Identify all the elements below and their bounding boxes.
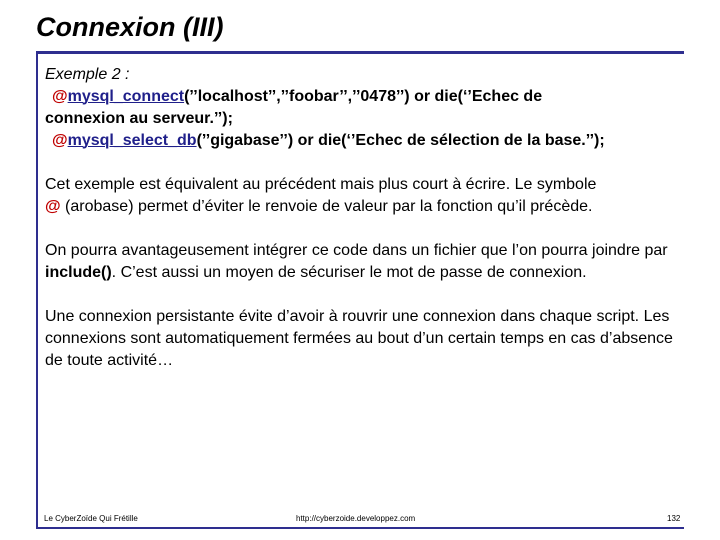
code-line-connect	[45, 86, 677, 108]
at-symbol: @	[52, 88, 68, 105]
include-keyword: include()	[45, 264, 112, 281]
paragraph-include-text-a: On pourra avantageusement intégrer ce code dans un fichier que l’on pourra joindre par	[45, 242, 668, 259]
function-name-connect: mysql_connect	[67, 88, 185, 105]
content-left-border	[36, 54, 38, 529]
example-label: Exemple 2 :	[45, 66, 130, 83]
at-symbol: @	[52, 132, 68, 149]
code-args-connect: (’’localhost’’,’’foobar’’,’’0478’’) or die(‘’Echec de	[184, 88, 543, 105]
footer-url: http://cyberzoide.developpez.com	[296, 514, 416, 523]
paragraph-include-text-b: . C’est aussi un moyen de sécuriser le mot de passe de connexion.	[111, 264, 587, 281]
slide-content	[45, 64, 677, 372]
paragraph-include	[45, 240, 677, 284]
footer-author: Le CyberZoïde Qui Frétille	[44, 514, 138, 523]
paragraph-arobase-text-b: (arobase) permet d’éviter le renvoie de valeur par la fonction qu’il précède.	[60, 198, 593, 215]
title-underline	[36, 51, 684, 54]
paragraph-arobase-text-a: Cet exemple est équivalent au précédent mais plus court à écrire. Le symbole	[45, 176, 597, 193]
content-bottom-border	[36, 527, 684, 529]
at-symbol: @	[45, 198, 61, 215]
code-line-connect-continued: connexion au serveur.’’);	[45, 110, 233, 127]
function-name-select-db: mysql_select_db	[67, 132, 197, 149]
page-number: 132	[667, 514, 681, 523]
code-args-select-db: (’’gigabase’’) or die(‘’Echec de sélection de la base.’’);	[196, 132, 605, 149]
slide-title: Connexion (III)	[36, 12, 224, 42]
paragraph-arobase	[45, 174, 677, 218]
paragraph-persistent: Une connexion persistante évite d’avoir à rouvrir une connexion dans chaque script. Les connexions sont automatiquement fermées au bout d’un certain temps en cas d’absence de toute activité…	[45, 308, 673, 369]
code-line-select-db	[45, 130, 677, 152]
